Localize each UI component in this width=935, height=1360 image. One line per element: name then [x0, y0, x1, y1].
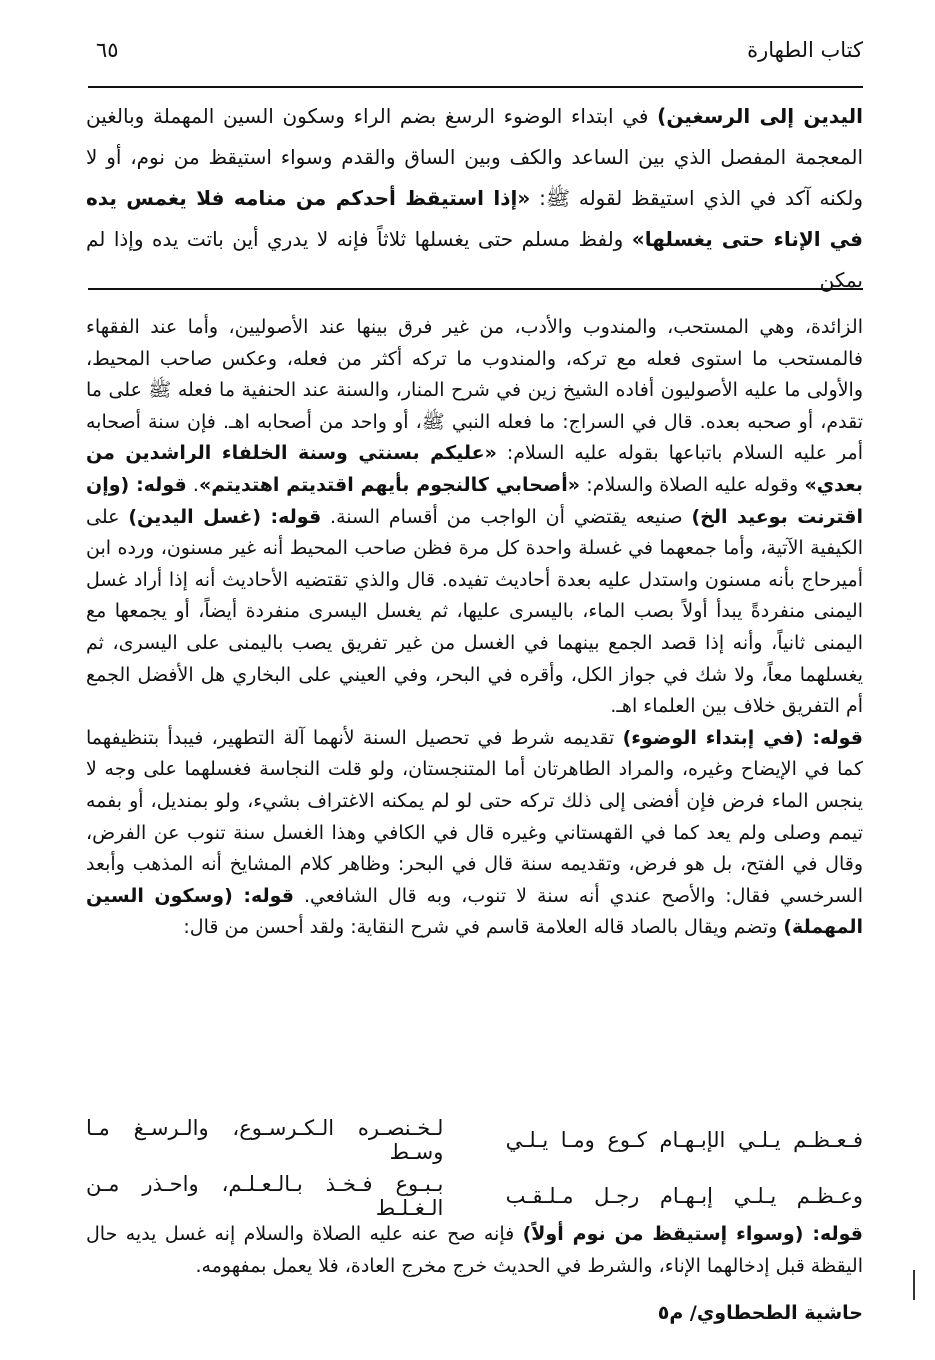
commentary-run: .	[186, 473, 199, 496]
lemma: (وسواء إستيقظ من نوم أولاً)	[522, 1223, 813, 1245]
book-title: كتاب الطهارة	[747, 38, 863, 62]
final-commentary	[86, 1218, 863, 1282]
commentary-run: فإنه صح عنه عليه الصلاة والسلام إنه غسل يديه حال اليقظة قبل إدخالهما الإناء، والشرط في الحديث خرج مخرج العادة، فلا يعمل بمفهومه.	[86, 1223, 863, 1277]
hadith-quote-1: «عليكم بسنتي وسنة الخلفاء الراشدين من بعدي»	[86, 442, 863, 496]
commentary-text	[86, 312, 863, 944]
verse-first-hemistich: وعـظـم يـلـي إبـهـام رجـل مـلـقـب	[505, 1184, 863, 1208]
matn-text-run: في ابتداء الوضوء الرسغ بضم الراء وسكون السين المهملة وبالغين المعجمة المفصل الذي بين الساعد والكف وبين الساق والقدم وسواء استيقظ من نوم، أو لا ولكنه آكد في الذي استيقظ لقوله ﷺ:	[86, 104, 863, 210]
commentary-run: وتضم ويقال بالصاد قاله العلامة قاسم في شرح النقاية: ولقد أحسن من قال:	[183, 916, 784, 939]
commentary-run: الزائدة، وهي المستحب، والمندوب والأدب، من غير فرق بينها عند الأصوليين، وأما عند الفقهاء فالمستحب ما استوى فعله مع تركه، والمندوب ما تركه أكثر من فعله، وعكس صاحب المحيط، والأولى ما عليه الأصوليون أفاده الشيخ زين في شرح المنار، والسنة عند الحنفية ما فعله ﷺ على ما تقدم، أو صحبه بعده. قال في السراج: ما فعله النبي ﷺ، أو واحد من أصحابه اهـ. فإن سنة أصحابه أمر عليه السلام باتباعها بقوله عليه السلام:	[86, 316, 863, 465]
footer-signature: حاشية الطحطاوي/ م٥	[657, 1302, 863, 1324]
lemma: (وإن اقترنت بوعيد الخ)	[86, 473, 863, 528]
verse-second-hemistich: بـبـوع فـخـذ بـالـعـلـم، واحـذر مـن الـغـلـط	[86, 1172, 444, 1220]
separator-rule	[88, 288, 863, 290]
matn-bold-phrase: اليدين إلى الرسغين)	[657, 104, 863, 128]
qawluhu-label: قوله:	[243, 884, 294, 907]
qawluhu-label: قوله:	[270, 505, 322, 528]
commentary-paragraph-1	[86, 312, 863, 723]
hadith-quote-2: «أصحابي كالنجوم بأيهم اقتديتم اهتديتم»	[198, 473, 581, 496]
page-header	[96, 28, 863, 72]
commentary-run: وقوله عليه الصلاة والسلام:	[580, 473, 805, 496]
margin-mark	[913, 1270, 915, 1300]
lemma: (في إبتداء الوضوء)	[622, 726, 813, 749]
verse-line	[86, 1168, 863, 1224]
commentary-run: صنيعه يقتضي أن الواجب من أقسام السنة.	[321, 505, 692, 528]
qawluhu-label: قوله:	[812, 1223, 863, 1245]
matn-hadith: «إذا استيقظ أحدكم من منامه فلا يغمس يده في الإناء حتى يغسلها»	[86, 186, 863, 251]
page-number: ٦٥	[96, 38, 119, 62]
poem-verses	[86, 1112, 863, 1224]
verse-line	[86, 1112, 863, 1168]
commentary-run: على الكيفية الآتية، وأما جمعهما في غسلة واحدة كل مرة فظن صاحب المحيط أنه غير مسنون، ورده ابن أميرحاج بأنه مسنون واستدل عليه بعدة أحاديث تفيده. قال والذي تقتضيه الأحاديث أنه إذا أراد غسل اليمنى منفردةً يبدأ أولاً بصب الماء، باليسرى عليها، ثم يغسل اليسرى منفردة أيضاً، أو يجمعها مع اليمنى ثانياً، وأنه إذا قصد الجمع بينهما في الغسل من غير تفريق يصب باليمنى على اليسرى، ثم يغسلهما معاً، ولا شك في جواز الكل، وأقره في البحر، وفي العيني على البخاري هل الأفضل الجمع أم التفريق خلاف بين العلماء اهـ.	[86, 505, 863, 718]
qawluhu-label: قوله:	[812, 726, 863, 749]
lemma: (غسل اليدين)	[128, 505, 271, 528]
commentary-run: تقديمه شرط في تحصيل السنة لأنهما آلة التطهير، فيبدأ بتنظيفهما كما في الإيضاح وغيره، والمراد الطاهرتان أما المتنجستان، ولو قلت النجاسة فغسلهما على وجه لا ينجس الماء فرض فإن أفضى إلى ذلك تركه حتى لو لم يمكنه الاغتراف بشيء، ولو بمنديل، أو بفمه تيمم وصلى ولم يعد كما في القهستاني وغيره قال في الكافي وهذا الغسل سنة تنوب عن الفرض، وقال في الفتح، بل هو فرض، وتقديمه سنة قال في البحر: وظاهر كلام المشايخ أنه المذهب وأبعد السرخسي فقال: والأصح عندي أنه سنة لا تنوب، وبه قال الشافعي.	[86, 726, 863, 907]
matn-paragraph	[86, 96, 863, 301]
commentary-paragraph-2	[86, 723, 863, 944]
verse-first-hemistich: فـعـظـم يـلـي الإبـهـام كـوع ومـا يـلـي	[505, 1128, 863, 1152]
lemma: (وسكون السين المهملة)	[86, 884, 863, 939]
matn-text	[86, 96, 863, 301]
qawluhu-label: قوله:	[136, 473, 187, 496]
verse-second-hemistich: لـخـنصـره الـكـرسـوع، والـرسـغ مـا وسـط	[86, 1116, 444, 1164]
matn-text-end: ولفظ مسلم حتى يغسلها ثلاثاً فإنه لا يدري أين باتت يده وإذا لم يمكن	[86, 227, 863, 292]
commentary-paragraph-3	[86, 1218, 863, 1282]
top-rule	[88, 86, 863, 88]
